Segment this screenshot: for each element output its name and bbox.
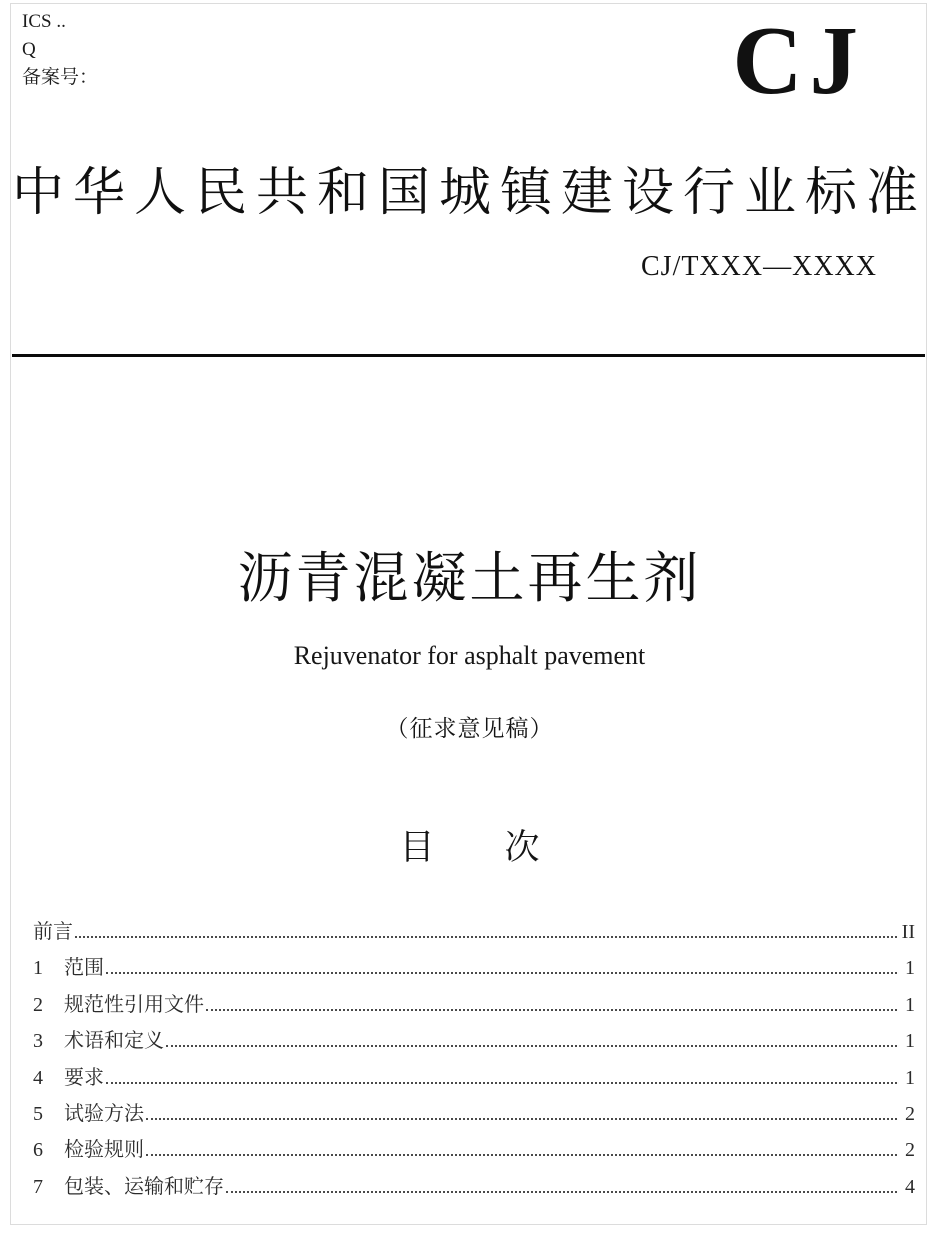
toc-entry-label: 规范性引用文件 [64, 993, 204, 1016]
toc-entry-scope [33, 950, 915, 986]
toc-entry-label: 试验方法 [64, 1102, 144, 1125]
header-divider-rule [12, 354, 925, 357]
record-number-label: 备案号： [22, 67, 99, 88]
toc-entry-page: II [901, 921, 915, 943]
cj-standard-logo: CJ [732, 7, 865, 114]
toc-entry-page: 4 [905, 1175, 915, 1198]
standard-number: CJ/TXXX—XXXX [641, 251, 877, 282]
toc-entry-page: 2 [905, 1139, 915, 1162]
toc-entry-page: 1 [905, 993, 915, 1016]
header-left-block [22, 8, 98, 92]
toc-entry-number: 1 [33, 957, 43, 980]
ics-line: ICS .. [22, 11, 66, 32]
toc-entry-label: 包装、运输和贮存 [64, 1175, 224, 1198]
toc-entry-terms-definitions [33, 1023, 915, 1059]
toc-entry-label: 范围 [64, 957, 104, 980]
toc-entry-page: 1 [905, 1030, 915, 1053]
toc-entry-number: 2 [33, 993, 43, 1016]
toc-entry-number: 3 [33, 1030, 43, 1053]
toc-entry-foreword [33, 914, 915, 950]
dot-leader [106, 1082, 897, 1084]
dot-leader [75, 936, 897, 938]
dot-leader [206, 1009, 897, 1011]
document-title: 沥青混凝土再生剂 [237, 547, 702, 609]
toc-entry-number: 7 [33, 1175, 43, 1198]
document-title-english: Rejuvenator for asphalt pavement [293, 641, 646, 670]
dot-leader [226, 1191, 897, 1193]
draft-status-note: （征求意见稿） [385, 715, 554, 741]
dot-leader [106, 972, 897, 974]
toc-entry-label: 要求 [64, 1066, 104, 1089]
dot-leader [146, 1154, 897, 1156]
toc-entry-number: 5 [33, 1102, 43, 1125]
toc-entry-requirements [33, 1060, 915, 1096]
toc-entry-test-methods [33, 1096, 915, 1132]
classification-code: Q [22, 39, 36, 60]
toc-entry-label: 检验规则 [64, 1139, 144, 1162]
toc-entry-inspection-rules [33, 1132, 915, 1168]
toc-entry-number: 4 [33, 1066, 43, 1089]
toc-entry-label: 前言 [33, 921, 73, 943]
toc-heading: 目 次 [399, 828, 540, 867]
toc-entry-label: 术语和定义 [64, 1030, 164, 1053]
toc-entry-number: 6 [33, 1139, 43, 1162]
table-of-contents [33, 914, 915, 1205]
toc-entry-page: 1 [905, 1066, 915, 1089]
dot-leader [166, 1045, 897, 1047]
toc-entry-page: 2 [905, 1102, 915, 1125]
dot-leader [146, 1118, 897, 1120]
standard-category-title: 中华人民共和国城镇建设行业标准 [11, 164, 927, 222]
toc-entry-packaging-transport-storage [33, 1169, 915, 1205]
toc-entry-page: 1 [905, 957, 915, 980]
toc-entry-normative-references [33, 987, 915, 1023]
